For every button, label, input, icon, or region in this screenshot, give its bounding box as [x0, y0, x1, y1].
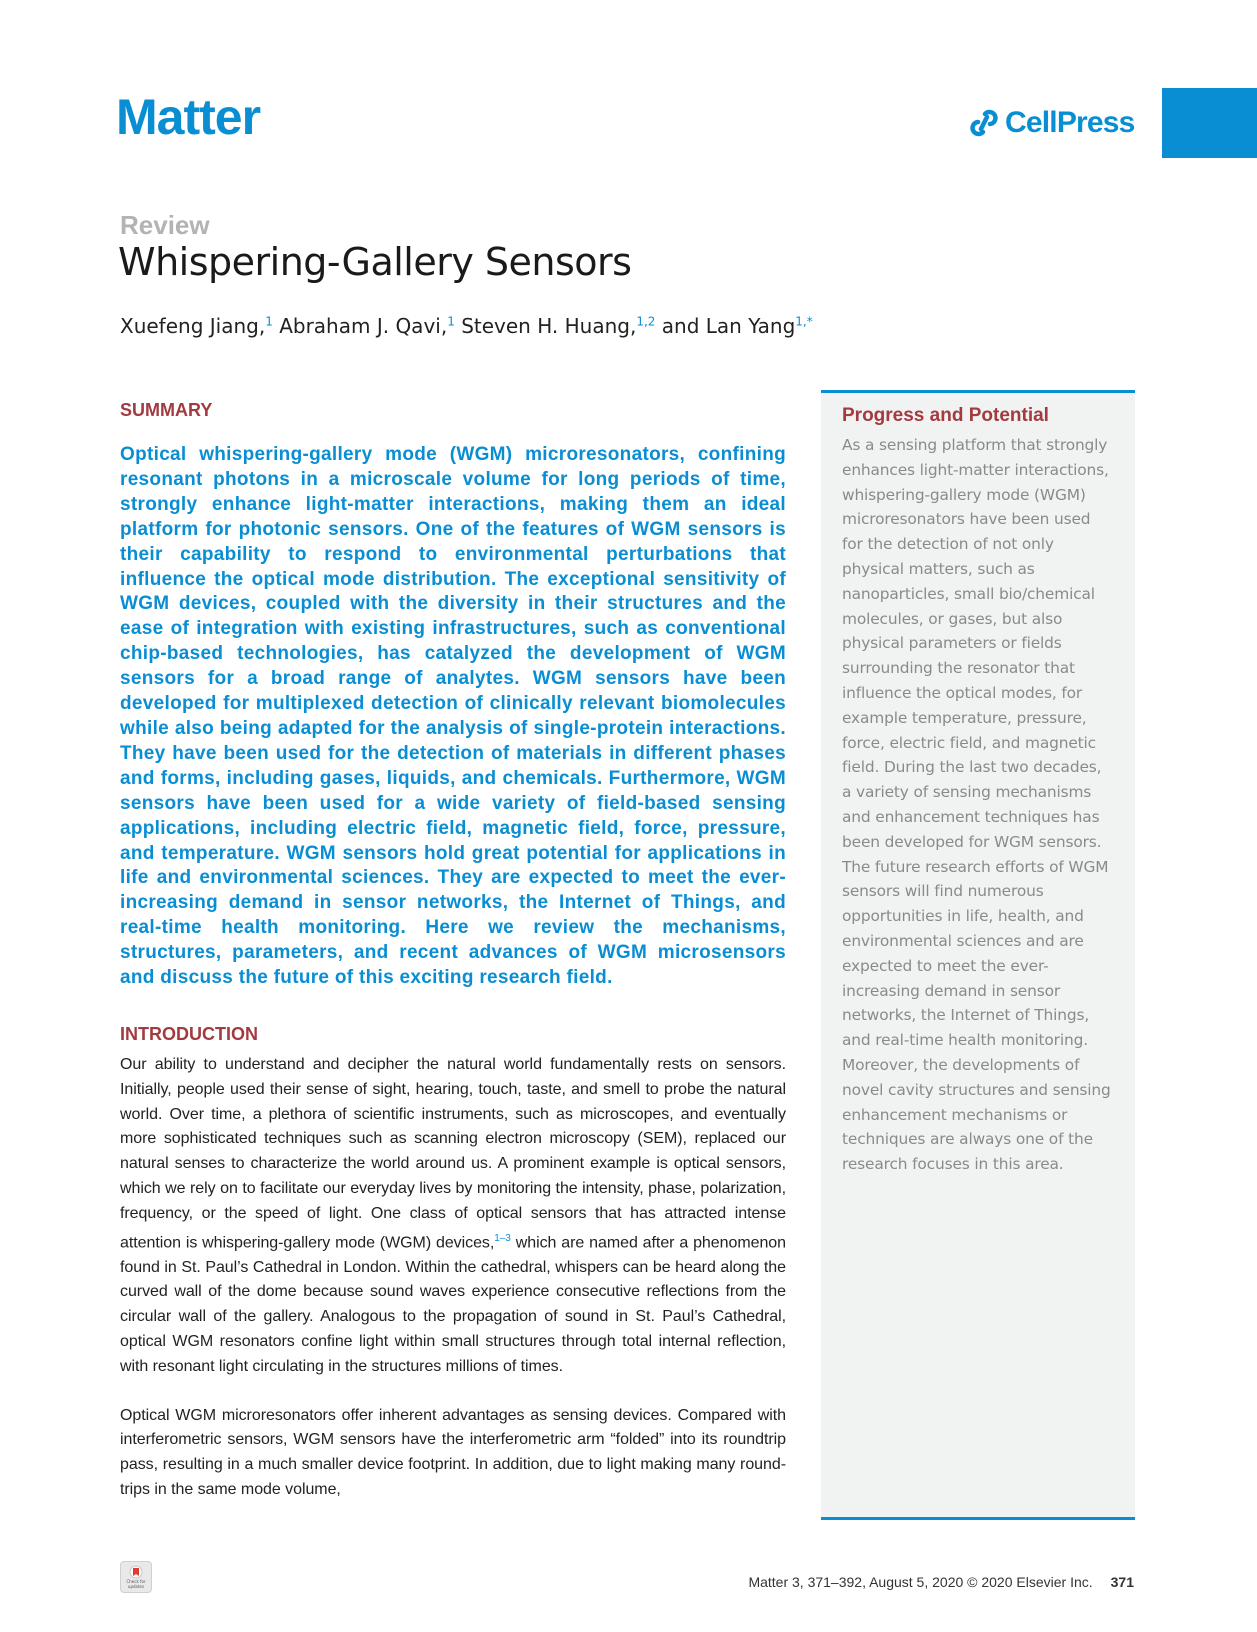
journal-name: Matter: [116, 89, 261, 145]
author-affiliation[interactable]: 1: [447, 314, 455, 329]
citation-line: Matter 3, 371–392, August 5, 2020 © 2020 Elsevier Inc.: [748, 1574, 1093, 1590]
article-title: Whispering-Gallery Sensors: [118, 240, 632, 284]
reference-link[interactable]: 1–3: [494, 1232, 511, 1244]
corner-accent-block: [1162, 88, 1257, 158]
author-affiliation[interactable]: 1: [265, 314, 273, 329]
author-affiliation[interactable]: 1,*: [795, 314, 813, 329]
introduction-paragraph: Optical WGM microresonators offer inherent advantages as sensing devices. Compared with interferometric sensors, WGM sensors have the interferometric arm “folded” into its roundtrip pass, resulting in a much smaller device footprint. In addition, due to light making many round-trips in the same mode volume,: [120, 1406, 786, 1499]
author-name: Abraham J. Qavi,: [279, 314, 448, 338]
author-list: [120, 314, 813, 338]
article-type: Review: [120, 210, 210, 240]
author-name: Xuefeng Jiang,: [120, 314, 266, 338]
summary-heading: SUMMARY: [120, 400, 213, 420]
introduction-paragraph: [120, 1053, 786, 1380]
publisher-name: CellPress: [1005, 106, 1135, 139]
introduction-heading: INTRODUCTION: [120, 1023, 258, 1044]
check-for-updates-badge[interactable]: [120, 1561, 152, 1593]
sidebar-text: As a sensing platform that strongly enhances light-matter interactions, whispering-gallery mode (WGM) microresonators have been used for the detection of not only physical matters, such as nanoparticles, small bio/chemical molecules, or gases, but also physical parameters or fields surrounding the resonator that influence the optical modes, for example temperature, pressure, force, electric field, and magnetic field. During the last two decades, a variety of sensing mechanisms and enhancement techniques has been developed for WGM sensors. The future research efforts of WGM sensors will find numerous opportunities in life, health, and environmental sciences and are expected to meet the ever-increasing demand in sensor networks, the Internet of Things, and real-time health monitoring. Moreover, the developments of novel cavity structures and sensing enhancement mechanisms or techniques are always one of the research focuses in this area.: [842, 436, 1111, 1174]
badge-label: Check for updates: [126, 1579, 146, 1589]
author-affiliation[interactable]: 1,2: [636, 314, 656, 329]
paragraph-text: which are named after a phenomenon found in St. Paul’s Cathedral in London. Within the cathedral, whispers can be heard along the curved wall of the dome because sound waves experience consecutive reflections from the circular wall of the gallery. Analogous to the propagation of sound in St. Paul’s Cathedral, optical WGM resonators confine light within small structures through total internal reflection, with resonant light circulating in the structures millions of times.: [120, 1233, 786, 1375]
page-number: 371: [1110, 1574, 1134, 1590]
author-name: Steven H. Huang,: [461, 314, 637, 338]
page-footer: [748, 1574, 1134, 1590]
check-for-updates-icon: [129, 1565, 143, 1579]
progress-and-potential-box: [821, 390, 1135, 1520]
sidebar-title: Progress and Potential: [842, 405, 1049, 426]
cellpress-link-icon: [968, 108, 1000, 138]
main-column: [120, 400, 786, 1503]
author-name: and Lan Yang: [661, 314, 796, 338]
publisher-logo[interactable]: [968, 106, 1135, 140]
summary-text: Optical whispering-gallery mode (WGM) microresonators, confining resonant photons in a microscale volume for long periods of time, strongly enhance light-matter interactions, making them an ideal platform for photonic sensors. One of the features of WGM sensors is their capability to respond to environmental perturbations that influence the optical mode distribution. The exceptional sensitivity of WGM devices, coupled with the diversity in their structures and the ease of integration with existing infrastructures, such as conventional chip-based technologies, has catalyzed the development of WGM sensors for a broad range of analytes. WGM sensors have been developed for multiplexed detection of clinically relevant biomolecules while also being adapted for the analysis of single-protein interactions. They have been used for the detection of materials in different phases and forms, including gases, liquids, and chemicals. Furthermore, WGM sensors have been used for a wide variety of field-based sensing applications, including electric field, magnetic field, force, pressure, and temperature. WGM sensors hold great potential for applications in life and environmental sciences. They are expected to meet the ever-increasing demand in sensor networks, the Internet of Things, and real-time health monitoring. Here we review the mechanisms, structures, parameters, and recent advances of WGM microsensors and discuss the future of this exciting research field.: [120, 444, 786, 989]
paragraph-text: Our ability to understand and decipher the natural world fundamentally rests on sensors. Initially, people used their sense of sight, hearing, touch, taste, and smell to probe the natural world. Over time, a plethora of scientific instruments, such as microscopes, and eventually more sophisticated techniques such as scanning electron microscopy (SEM), replaced our natural senses to characterize the world around us. A prominent example is optical sensors, which we rely on to facilitate our everyday lives by monitoring the intensity, phase, polarization, frequency, or the speed of light. One class of optical sensors that has attracted intense attention is whispering-gallery mode (WGM) devices,: [120, 1055, 786, 1251]
